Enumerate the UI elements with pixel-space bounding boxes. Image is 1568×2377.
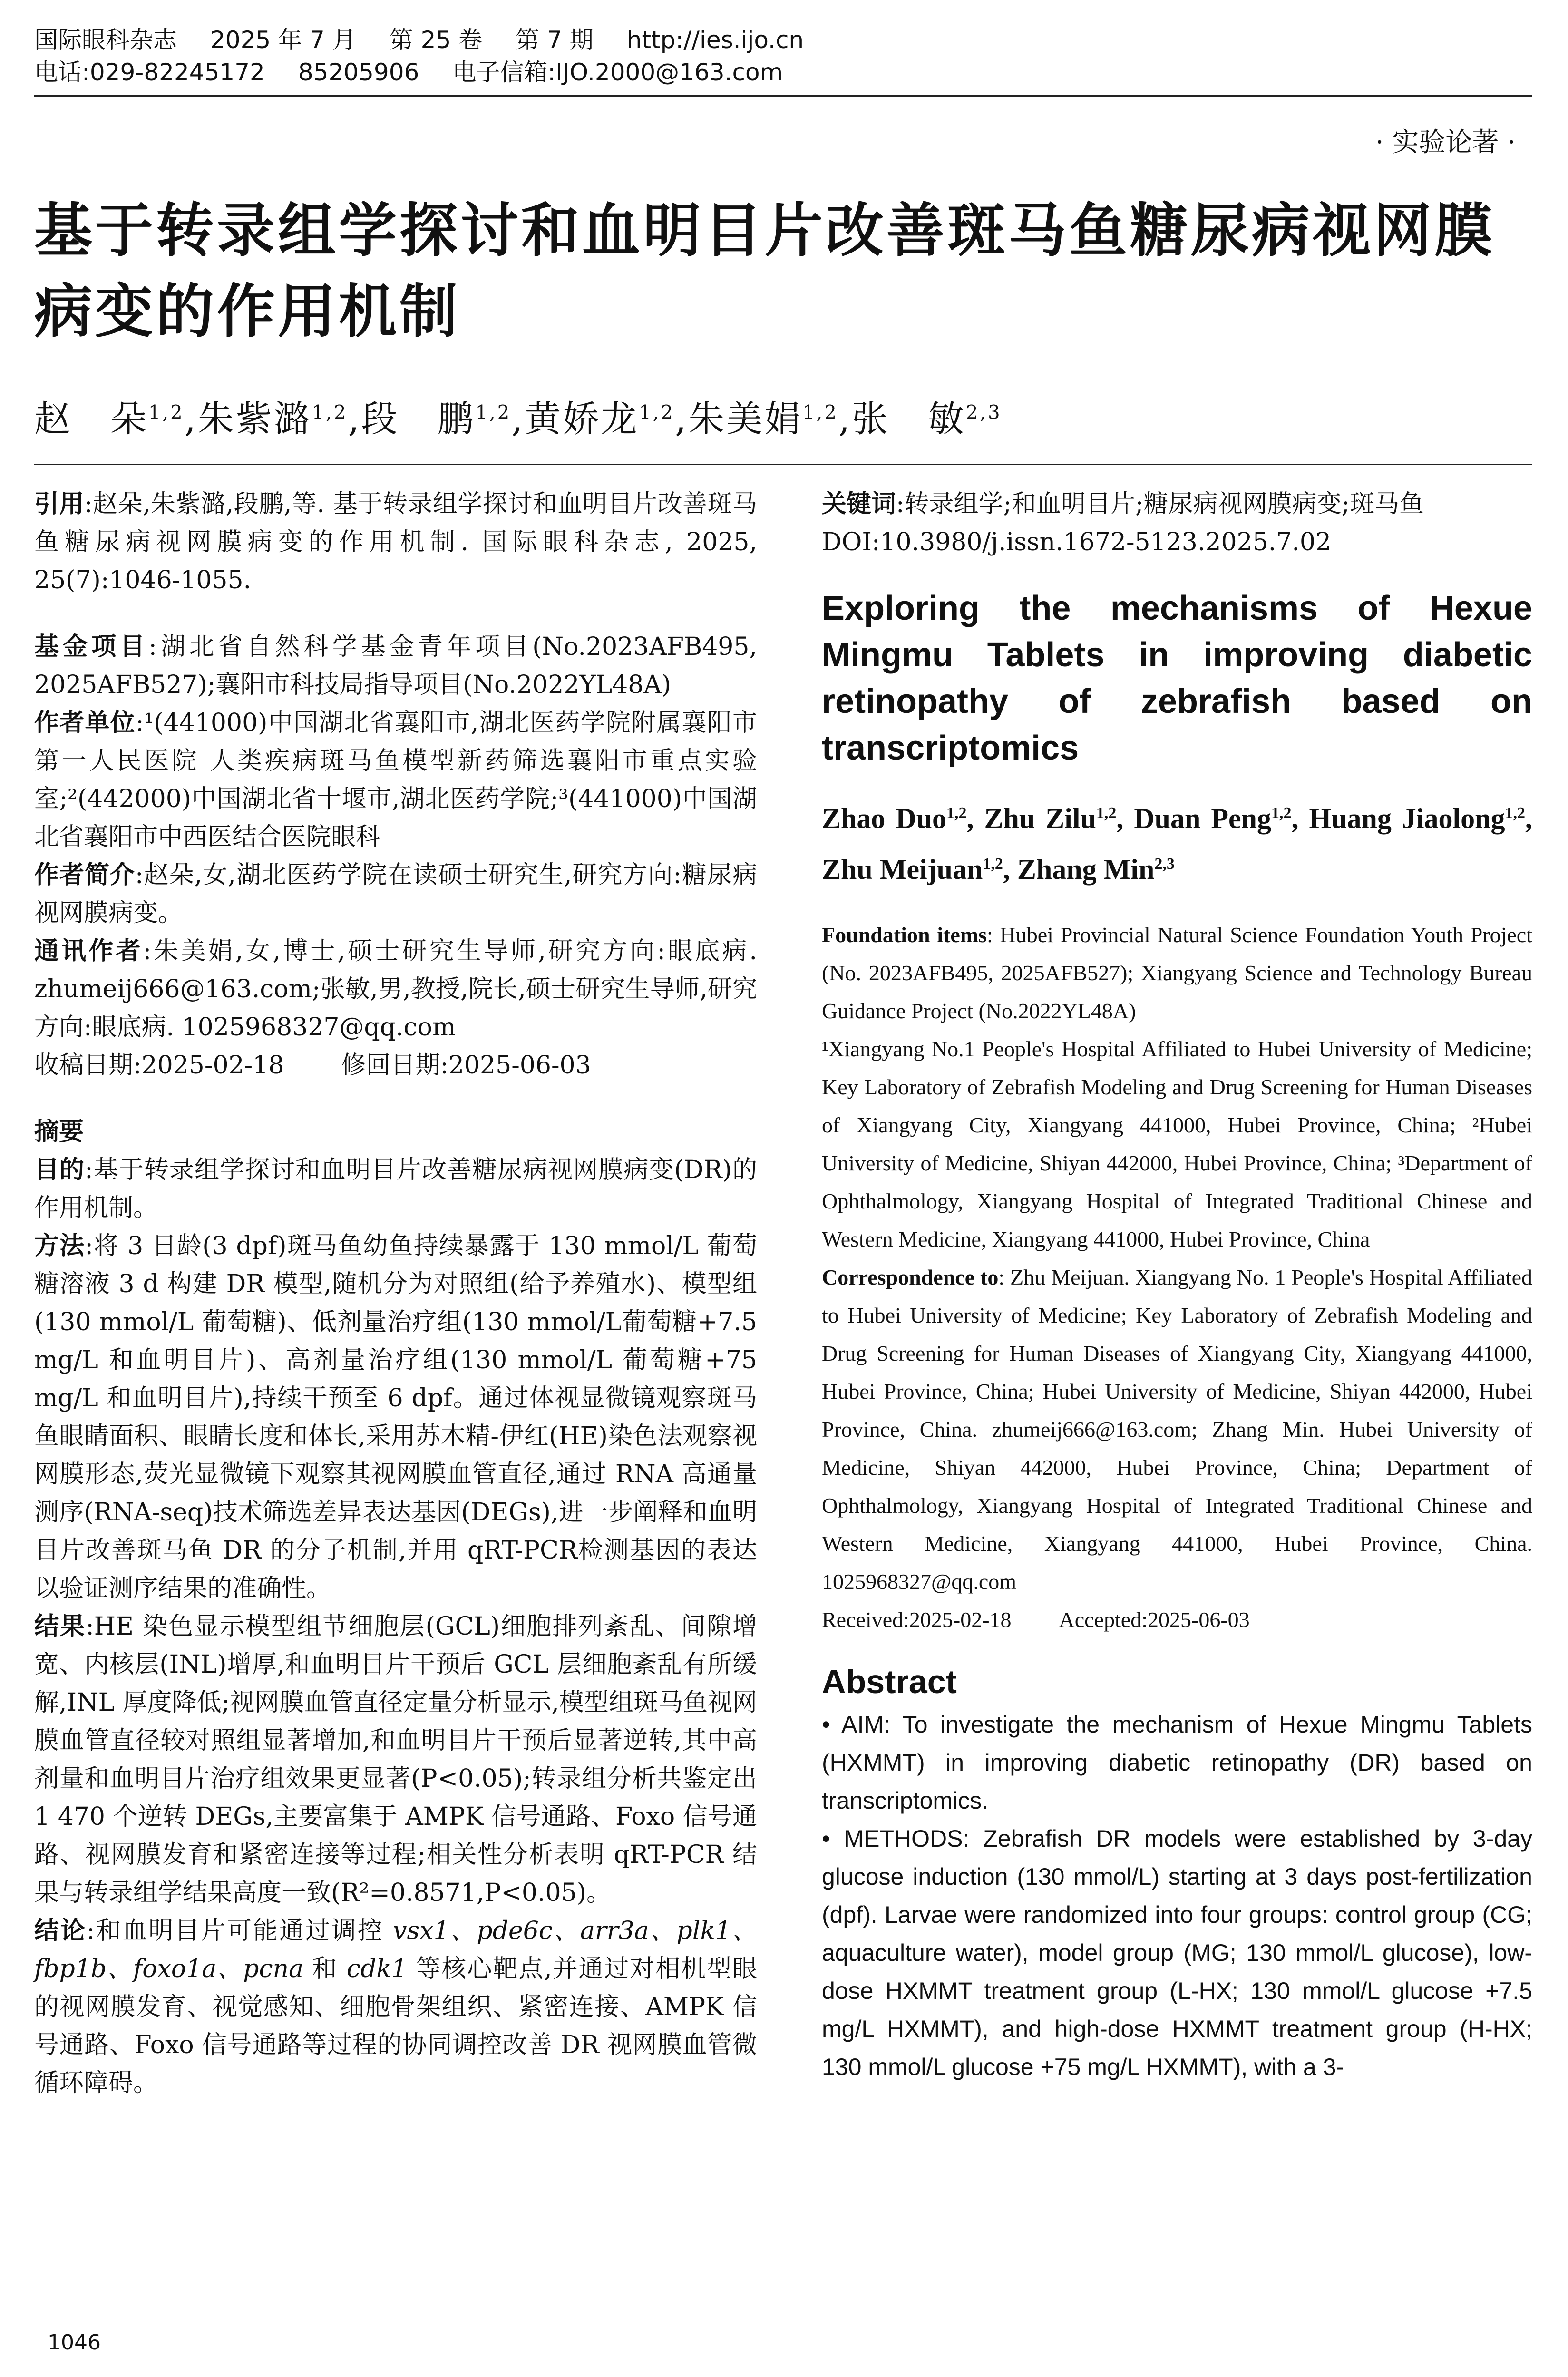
citation: 引用:赵朵,朱紫潞,段鹏,等. 基于转录组学探讨和血明目片改善斑马鱼糖尿病视网膜病变的作用机制. 国际眼科杂志, 2025, 25(7):1046-1055. (34, 490, 757, 594)
header-rule (34, 95, 1532, 97)
author: Huang Jiaolong (1309, 803, 1505, 834)
dates: 收稿日期:2025-02-18 修回日期:2025-06-03 (34, 1051, 591, 1080)
gene-list: vsx1、pde6c、arr3a、plk1、fbp1b、foxo1a、pcna (34, 1917, 757, 1983)
journal-header (34, 24, 1532, 88)
author: 朱紫潞 (197, 398, 312, 440)
authors-rule (34, 464, 1532, 465)
author: Zhao Duo (822, 803, 947, 834)
author: 赵 朵 (34, 398, 148, 440)
issue-number: 第 7 期 (516, 26, 594, 54)
journal-name: 国际眼科杂志 (34, 26, 177, 54)
author: 段 鹏 (361, 398, 476, 440)
author: 朱美娟 (688, 398, 803, 440)
abstract-methods-cn: 方法:将 3 日龄(3 dpf)斑马鱼幼鱼持续暴露于 130 mmol/L 葡萄糖溶液 3 d 构建 DR 模型,随机分为对照组(给予养殖水)、模型组(130 mmol/L 葡萄糖)、低剂量治疗组(130 mmol/L葡萄糖+7.5 mg/L 和血明目片)、高剂量治疗组(130 mmol/L 葡萄糖+75 mg/L 和血明目片),持续干预至 6 dpf。通过体视显微镜观察斑马鱼眼睛面积、眼睛长度和体长,采用苏木精-伊红(HE)染色法观察视网膜形态,荧光显微镜下观察其视网膜血管直径,通过 RNA 高通量测序(RNA-seq)技术筛选差异表达基因(DEGs),进一步阐释和血明目片改善斑马鱼 DR 的分子机制,并用 qRT-PCR检测基因的表达以验证测序结果的准确性。 (34, 1232, 757, 1603)
author-list: 赵 朵$^{1,2}$,朱紫潞$^{1,2}$,段 鹏$^{1,2}$,黄娇龙$^{1,2}$,朱美娟$^{1,2}$,张 敏$^{2,3}$ (34, 398, 1002, 440)
english-dates: Received:2025-02-18 Accepted:2025-06-03 (822, 1607, 1250, 1632)
corresponding-author: 通讯作者:朱美娟,女,博士,硕士研究生导师,研究方向:眼底病. zhumeij666@163.com;张敏,男,教授,院长,硕士研究生导师,研究方向:眼底病. 1025968327@qq.com (34, 937, 757, 1042)
author-affiliation: 1,2 (475, 401, 512, 424)
header-line-1 (34, 24, 1532, 56)
issue-date: 2025 年 7 月 (210, 26, 356, 54)
email[interactable]: 电子信箱:IJO.2000@163.com (452, 58, 783, 86)
author: Zhu Zilu (984, 803, 1096, 834)
section-tag: · 实验论著 · (1375, 127, 1516, 158)
author: Duan Peng (1134, 803, 1271, 834)
right-column (822, 485, 1532, 2086)
abstract-methods-en: • METHODS: Zebrafish DR models were established by 3-day glucose induction (130 mmol/L) starting at 3 days post-fertilization (dpf). Larvae were randomized into four groups: control group (CG; aquaculture water), model group (MG; 130 mmol/L glucose), low-dose HXMMT treatment group (L-HX; 130 mmol/L glucose +7.5 mg/L HXMMT), and high-dose HXMMT treatment group (H-HX; 130 mmol/L glucose +75 mg/L HXMMT), with a 3- (822, 1825, 1532, 2080)
abstract-heading-en: Abstract (822, 1663, 957, 1700)
author-affiliation: 1,2 (148, 401, 185, 424)
volume: 第 25 卷 (389, 26, 483, 54)
author-affiliation: 1,2 (312, 401, 348, 424)
english-affiliations: ¹Xiangyang No.1 People's Hospital Affiliated to Hubei University of Medicine; Key Laboratory of Zebrafish Modeling and Drug Screening for Human Diseases of Xiangyang City, Xiangyang 441000, Hubei Province, China; ²Hubei University of Medicine, Shiyan 442000, Hubei Province, China; ³Department of Ophthalmology, Xiangyang Hospital of Integrated Traditional Chinese and Western Medicine, Xiangyang 441000, Hubei Province, China (822, 1037, 1532, 1251)
foundation-items: Foundation items: Hubei Provincial Natural Science Foundation Youth Project (No. 2023AFB495, 2025AFB527); Xiangyang Science and Technology Bureau Guidance Project (No.2022YL48A) (822, 923, 1532, 1023)
abstract-results-cn: 结果:HE 染色显示模型组节细胞层(GCL)细胞排列紊乱、间隙增宽、内核层(INL)增厚,和血明目片干预后 GCL 层细胞紊乱有所缓解,INL 厚度降低;视网膜血管直径定量分析显示,模型组斑马鱼视网膜血管直径较对照组显著增加,和血明目片干预后显著逆转,其中高剂量和血明目片治疗组效果更显著(P<0.05);转录组分析共鉴定出 1 470 个逆转 DEGs,主要富集于 AMPK 信号通路、Foxo 信号通路、视网膜发育和紧密连接等过程;相关性分析表明 qRT-PCR 结果与转录组学结果高度一致(R²=0.8571,P<0.05)。 (34, 1612, 757, 1907)
author-affiliation: 2,3 (965, 401, 1002, 424)
author: 张 敏 (851, 398, 966, 440)
left-column (34, 485, 757, 2102)
article-title: 基于转录组学探讨和血明目片改善斑马鱼糖尿病视网膜病变的作用机制 (34, 197, 1495, 345)
author: 黄娇龙 (525, 398, 639, 440)
fund-item: 基金项目:湖北省自然科学基金青年项目(No.2023AFB495, 2025AFB527);襄阳市科技局指导项目(No.2022YL48A) (34, 633, 757, 699)
phone-2: 85205906 (298, 58, 419, 86)
header-line-2 (34, 56, 1532, 88)
abstract-aim-cn: 目的:基于转录组学探讨和血明目片改善糖尿病视网膜病变(DR)的作用机制。 (34, 1156, 757, 1222)
gene-name: cdk1 (346, 1955, 407, 1983)
author: Zhu Meijuan (822, 854, 983, 885)
abstract-aim-en: • AIM: To investigate the mechanism of Hexue Mingmu Tablets (HXMMT) in improving diabetic retinopathy (DR) based on transcriptomics. (822, 1711, 1532, 1814)
abstract-heading-cn: 摘要 (34, 1118, 84, 1146)
correspondence: Correspondence to: Zhu Meijuan. Xiangyang No. 1 People's Hospital Affiliated to Hubei University of Medicine; Key Laboratory of Zebrafish Modeling and Drug Screening for Human Diseases of Xiangyang City, Xiangyang 441000, Hubei Province, China; Hubei University of Medicine, Shiyan 442000, Hubei Province, China. zhumeij666@163.com; Zhang Min. Hubei University of Medicine, Shiyan 442000, Hubei Province, China; Department of Ophthalmology, Xiangyang Hospital of Integrated Traditional Chinese and Western Medicine, Xiangyang 441000, Hubei Province, China. 1025968327@qq.com (822, 1265, 1532, 1594)
journal-url[interactable]: http://ies.ijo.cn (626, 26, 804, 54)
author-affiliation: 1,2 (639, 401, 675, 424)
phone: 电话:029-82245172 (34, 58, 265, 86)
author-bio: 作者简介:赵朵,女,湖北医药学院在读硕士研究生,研究方向:糖尿病视网膜病变。 (34, 861, 757, 927)
author-unit: 作者单位:¹(441000)中国湖北省襄阳市,湖北医药学院附属襄阳市第一人民医院 人类疾病斑马鱼模型新药筛选襄阳市重点实验室;²(442000)中国湖北省十堰市,湖北医药学院;³(441000)中国湖北省襄阳市中西医结合医院眼科 (34, 709, 757, 851)
author: Zhang Min (1017, 854, 1155, 885)
abstract-conclusion-cn: 结论:和血明目片可能通过调控 vsx1、pde6c、arr3a、plk1、fbp1b、foxo1a、pcna 和 cdk1 等核心靶点,并通过对相机型眼的视网膜发育、视觉感知、细胞骨架组织、紧密连接、AMPK 信号通路、Foxo 信号通路等过程的协同调控改善 DR 视网膜血管微循环障碍。 (34, 1917, 757, 2097)
english-title: Exploring the mechanisms of Hexue Mingmu Tablets in improving diabetic retinopathy of zebrafish based on transcriptomics (822, 589, 1532, 767)
doi[interactable]: DOI:10.3980/j.issn.1672-5123.2025.7.02 (822, 528, 1332, 556)
page-number: 1046 (48, 2330, 101, 2355)
keywords: 关键词:转录组学;和血明目片;糖尿病视网膜病变;斑马鱼 (822, 490, 1424, 518)
english-author-list: Zhao Duo$^{1,2}$, Zhu Zilu$^{1,2}$, Duan Peng$^{1,2}$, Huang Jiaolong$^{1,2}$, Zhu Meijuan$^{1,2}$, Zhang Min$^{2,3}$ (822, 803, 1532, 885)
author-affiliation: 1,2 (802, 401, 838, 424)
